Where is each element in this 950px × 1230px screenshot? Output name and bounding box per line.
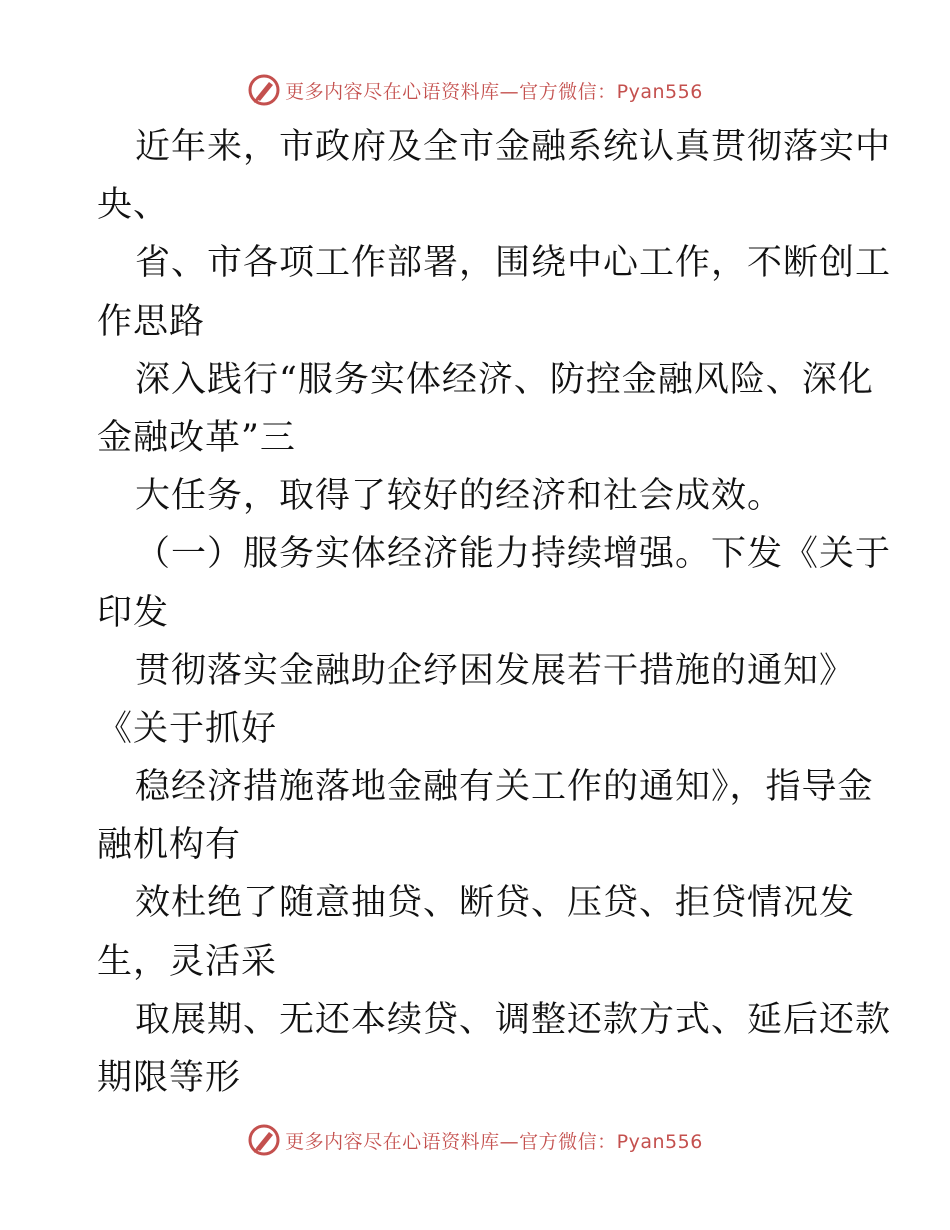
- text-line: 生，灵活采: [97, 941, 278, 982]
- text-line: 融机构有: [97, 825, 242, 866]
- text-line: 效杜绝了随意抽贷、断贷、压贷、拒贷情况发: [135, 883, 856, 924]
- text-line: 大任务，取得了较好的经济和社会成效。: [135, 476, 784, 517]
- pen-seal-icon: [247, 1123, 281, 1157]
- text-line: 深入践行“服务实体经济、防控金融风险、深化: [135, 359, 874, 400]
- text-line: 印发: [97, 592, 170, 633]
- text-line: （一）服务实体经济能力持续增强。下发《关于: [135, 534, 892, 575]
- text-line: 央、: [97, 185, 170, 226]
- text-line: 稳经济措施落地金融有关工作的通知》，指导金: [135, 767, 874, 808]
- text-line: 作思路: [97, 301, 206, 342]
- text-line: 贯彻落实金融助企纾困发展若干措施的通知》: [135, 650, 856, 691]
- text-line: 省、市各项工作部署，围绕中心工作，不断创工: [135, 243, 892, 284]
- text-line: 期限等形: [97, 1058, 242, 1098]
- document-body: [97, 118, 892, 1107]
- pen-seal-icon: [247, 73, 281, 107]
- text-line: 金融改革”三: [97, 417, 296, 458]
- watermark-text: 更多内容尽在心语资料库—官方微信：Pyan556: [285, 80, 703, 103]
- watermark-text: 更多内容尽在心语资料库—官方微信：Pyan556: [285, 1130, 703, 1153]
- text-line: 近年来，市政府及全市金融系统认真贯彻落实中: [135, 127, 892, 167]
- footer-watermark: [0, 1120, 950, 1160]
- text-line: 取展期、无还本续贷、调整还款方式、延后还款: [135, 999, 892, 1040]
- text-line: 《关于抓好: [97, 708, 278, 749]
- header-watermark: [0, 70, 950, 110]
